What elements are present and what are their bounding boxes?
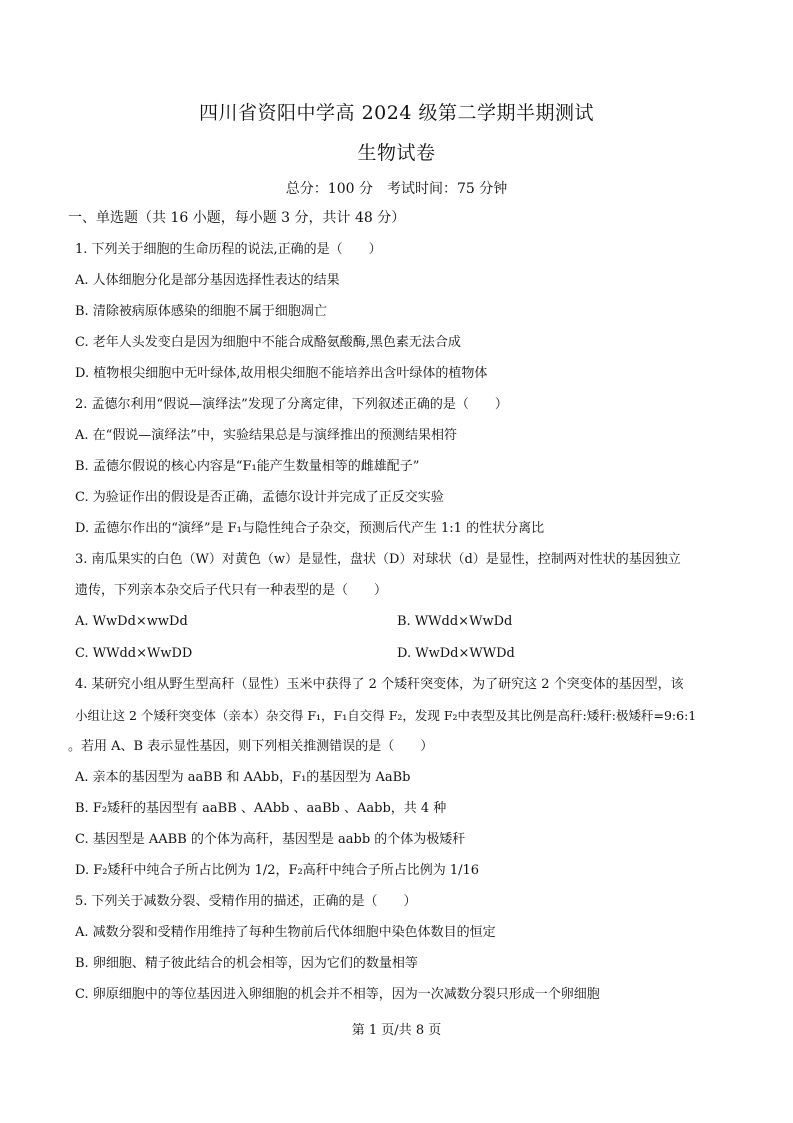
question-4-option-b: B. F₂矮秆的基因型有 aaBB 、AAbb 、aaBb 、Aabb，共 4 种	[75, 801, 447, 816]
question-4-stem-line1: 4. 某研究小组从野生型高秆（显性）玉米中获得了 2 个矮秆突变体，为了研究这 2 个突变体的基因型，该	[75, 677, 684, 692]
page-title: 四川省资阳中学高 2024 级第二学期半期测试	[199, 102, 594, 124]
question-1-option-d: D. 植物根尖细胞中无叶绿体,故用根尖细胞不能培养出含叶绿体的植物体	[75, 366, 488, 381]
question-2-option-b: B. 孟德尔假说的核心内容是“F₁能产生数量相等的雌雄配子”	[75, 459, 420, 474]
question-4-option-a: A. 亲本的基因型为 aaBB 和 AAbb，F₁的基因型为 AaBb	[75, 770, 411, 785]
question-3-stem-line1: 3. 南瓜果实的白色（W）对黄色（w）是显性，盘状（D）对球状（d）是显性，控制两对性状的基因独立	[75, 552, 681, 567]
question-4-stem-line3: 。若用 A、B 表示显性基因，则下列相关推测错误的是（ ）	[68, 739, 434, 754]
question-4-option-c: C. 基因型是 AABB 的个体为高秆，基因型是 aabb 的个体为极矮秆	[75, 832, 466, 847]
exam-meta: 总分：100 分 考试时间：75 分钟	[285, 181, 508, 197]
question-3-option-b: B. WWdd×WwDd	[397, 614, 513, 629]
question-2-option-c: C. 为验证作出的假设是否正确，孟德尔设计并完成了正反交实验	[75, 490, 444, 505]
question-1-option-a: A. 人体细胞分化是部分基因选择性表达的结果	[75, 273, 340, 288]
question-5-stem: 5. 下列关于减数分裂、受精作用的描述，正确的是（ ）	[75, 894, 417, 909]
question-4-option-d: D. F₂矮秆中纯合子所占比例为 1/2，F₂高秆中纯合子所占比例为 1/16	[75, 863, 480, 878]
question-3-option-c: C. WWdd×WwDD	[75, 646, 193, 661]
question-1-option-c: C. 老年人头发变白是因为细胞中不能合成酪氨酸酶,黑色素无法合成	[75, 335, 461, 350]
question-2-option-a: A. 在“假说—演绎法”中，实验结果总是与演绎推出的预测结果相符	[75, 428, 457, 443]
question-5-option-b: B. 卵细胞、精子彼此结合的机会相等，因为它们的数量相等	[75, 956, 418, 971]
question-5-option-a: A. 减数分裂和受精作用维持了每种生物前后代体细胞中染色体数目的恒定	[75, 925, 496, 940]
question-5-option-c: C. 卵原细胞中的等位基因进入卵细胞的机会并不相等，因为一次减数分裂只形成一个卵细胞	[75, 987, 600, 1002]
section-heading: 一、单选题（共 16 小题，每小题 3 分，共计 48 分）	[68, 210, 406, 226]
question-3-option-a: A. WwDd×wwDd	[75, 614, 188, 629]
page-footer: 第 1 页/共 8 页	[351, 1023, 442, 1038]
question-2-stem: 2. 孟德尔利用“假说—演绎法”发现了分离定律，下列叙述正确的是（ ）	[75, 397, 508, 412]
question-3-option-d: D. WwDd×WWDd	[397, 646, 515, 661]
question-1-stem: 1. 下列关于细胞的生命历程的说法,正确的是（ ）	[75, 242, 382, 257]
question-4-stem-line2: 小组让这 2 个矮秆突变体（亲本）杂交得 F₁，F₁自交得 F₂，发现 F₂中表型及其比例是高秆:矮秆:极矮秆=9:6:1	[75, 708, 697, 723]
question-3-stem-line2: 遗传，下列亲本杂交后子代只有一种表型的是（ ）	[75, 583, 388, 598]
question-1-option-b: B. 清除被病原体感染的细胞不属于细胞凋亡	[75, 304, 327, 319]
question-2-option-d: D. 孟德尔作出的“演绎”是 F₁与隐性纯合子杂交，预测后代产生 1:1 的性状分离比	[75, 521, 545, 536]
page-subtitle: 生物试卷	[357, 142, 436, 164]
